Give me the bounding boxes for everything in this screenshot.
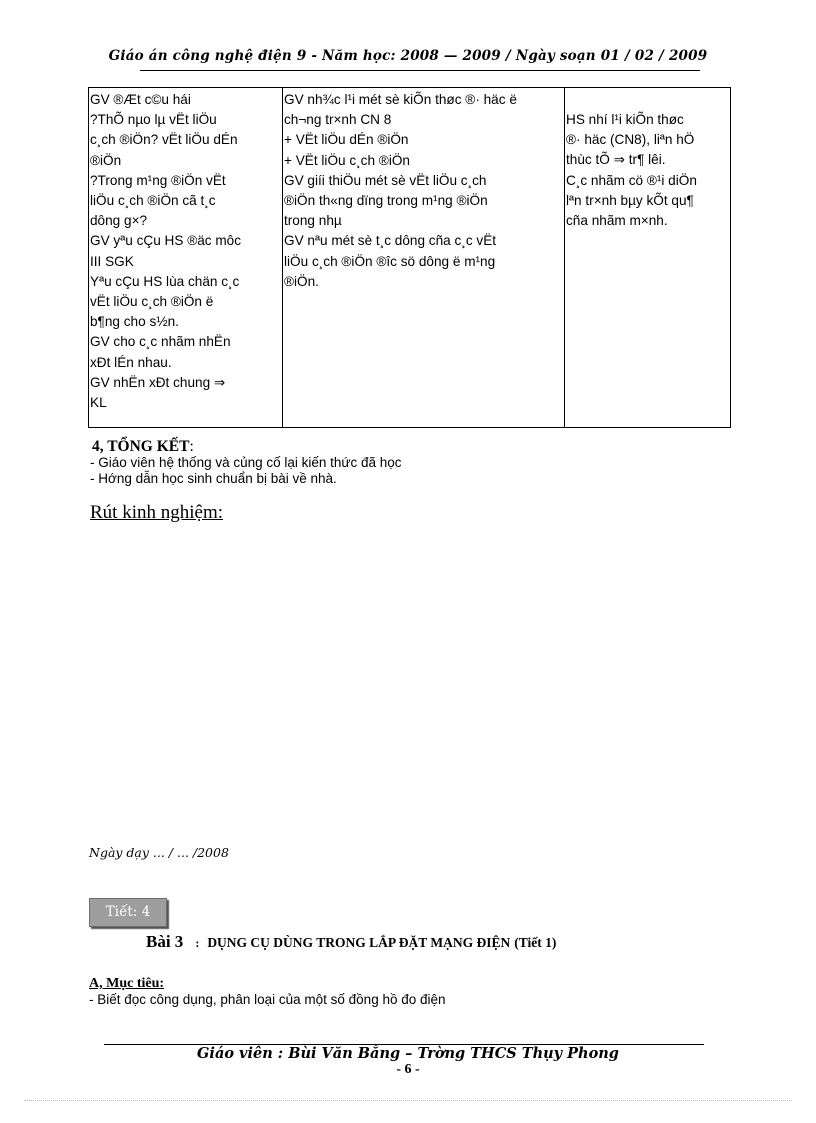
lesson-separator: : bbox=[195, 936, 200, 950]
cell-line: cña nhãm m×nh. bbox=[566, 213, 668, 229]
lesson-part: (Tiết 1) bbox=[514, 935, 557, 950]
teaching-date: Ngày dạy ... / ... /2008 bbox=[89, 845, 229, 860]
objectives-title: A, Mục tiêu: bbox=[89, 976, 165, 991]
experience-title: Rút kinh nghiệm: bbox=[90, 502, 223, 523]
summary-heading bbox=[92, 438, 194, 456]
teacher-activity-lines bbox=[90, 90, 281, 413]
cell-line: liÖu c¸ch ®iÖn ®îc sö dông ë m¹ng bbox=[284, 253, 496, 269]
teacher-student-activity-lines bbox=[284, 90, 563, 292]
summary-title: 4, TỔNG KẾT bbox=[92, 438, 190, 455]
teacher-student-activity-cell bbox=[283, 88, 565, 428]
cell-line: GV nªu mét sè t¸c dông cña c¸c vËt bbox=[284, 233, 497, 249]
cell-line: ®· häc (CN8), liªn hÖ bbox=[566, 132, 695, 148]
cell-line: c¸ch ®iÖn? vËt liÖu dÉn bbox=[90, 132, 238, 148]
page-bottom-rule bbox=[24, 1100, 792, 1101]
cell-line: GV ®Æt c©u hái bbox=[90, 92, 191, 107]
cell-line: ®iÖn. bbox=[284, 273, 319, 289]
lesson-number: Bài 3 bbox=[146, 932, 184, 951]
cell-line: lªn tr×nh bµy kÕt qu¶ bbox=[566, 192, 694, 208]
cell-line: KL bbox=[90, 395, 107, 411]
objective-item: - Biết đọc công dụng, phân loại của một số đồng hồ đo điện bbox=[89, 992, 446, 1007]
summary-colon: : bbox=[189, 438, 194, 455]
lesson-activity-table bbox=[88, 87, 731, 428]
cell-line: ch¬ng tr×nh CN 8 bbox=[284, 112, 392, 128]
cell-line: GV cho c¸c nhãm nhËn bbox=[90, 334, 231, 350]
cell-line: GV yªu cÇu HS ®äc môc bbox=[90, 233, 242, 249]
cell-line: C¸c nhãm cö ®¹i diÖn bbox=[566, 172, 697, 188]
table-row bbox=[89, 88, 731, 428]
footer-teacher: Giáo viên : Bùi Văn Bằng – Trờng THCS Thụy Phong bbox=[197, 1045, 619, 1062]
cell-line: xÐt lÉn nhau. bbox=[90, 354, 172, 370]
cell-line: ?ThÕ nµo lµ vËt liÖu bbox=[90, 112, 217, 128]
cell-line: ®iÖn th«ng dïng trong m¹ng ®iÖn bbox=[284, 193, 488, 209]
page-number: - 6 - bbox=[396, 1062, 420, 1077]
cell-line: Yªu cÇu HS lùa chän c¸c bbox=[90, 273, 240, 289]
cell-line: ?Trong m¹ng ®iÖn vËt bbox=[90, 172, 226, 188]
cell-line: + VËt liÖu c¸ch ®iÖn bbox=[284, 152, 410, 168]
cell-line: ®iÖn bbox=[90, 152, 122, 168]
cell-line: GV nh¾c l¹i mét sè kiÕn thøc ®· häc ë bbox=[284, 92, 517, 107]
page-header: Giáo án công nghệ điện 9 - Năm học: 2008 — 2009 / Ngày soạn 01 / 02 / 2009 bbox=[108, 48, 708, 64]
cell-line: vËt liÖu c¸ch ®iÖn ë bbox=[90, 294, 214, 310]
cell-line: dông g×? bbox=[90, 213, 148, 229]
cell-line: GV nhËn xÐt chung ⇒ bbox=[90, 374, 226, 390]
cell-line: GV giíi thiÖu mét sè vËt liÖu c¸ch bbox=[284, 172, 487, 188]
cell-line: III SGK bbox=[90, 253, 134, 269]
summary-item: - Hớng dẫn học sinh chuẩn bị bài về nhà. bbox=[90, 471, 337, 486]
cell-line: b¶ng cho s½n. bbox=[90, 314, 179, 330]
cell-line: trong nhµ bbox=[284, 213, 342, 229]
teacher-activity-cell bbox=[89, 88, 283, 428]
lesson-title: DỤNG CỤ DÙNG TRONG LẮP ĐẶT MẠNG ĐIỆN bbox=[207, 935, 511, 950]
period-badge: Tiết: 4 bbox=[89, 898, 167, 927]
cell-line: thùc tÕ ⇒ tr¶ lêi. bbox=[566, 152, 666, 168]
cell-line: HS nhí l¹i kiÕn thøc bbox=[566, 112, 684, 127]
header-rule bbox=[140, 70, 700, 71]
student-activity-cell bbox=[565, 88, 731, 428]
lesson-heading bbox=[146, 932, 556, 952]
cell-line: liÖu c¸ch ®iÖn cã t¸c bbox=[90, 193, 216, 209]
student-activity-lines bbox=[566, 90, 729, 231]
cell-line: + VËt liÖu dÉn ®iÖn bbox=[284, 132, 409, 148]
summary-item: - Giáo viên hệ thống và củng cố lại kiến thức đã học bbox=[90, 455, 402, 470]
